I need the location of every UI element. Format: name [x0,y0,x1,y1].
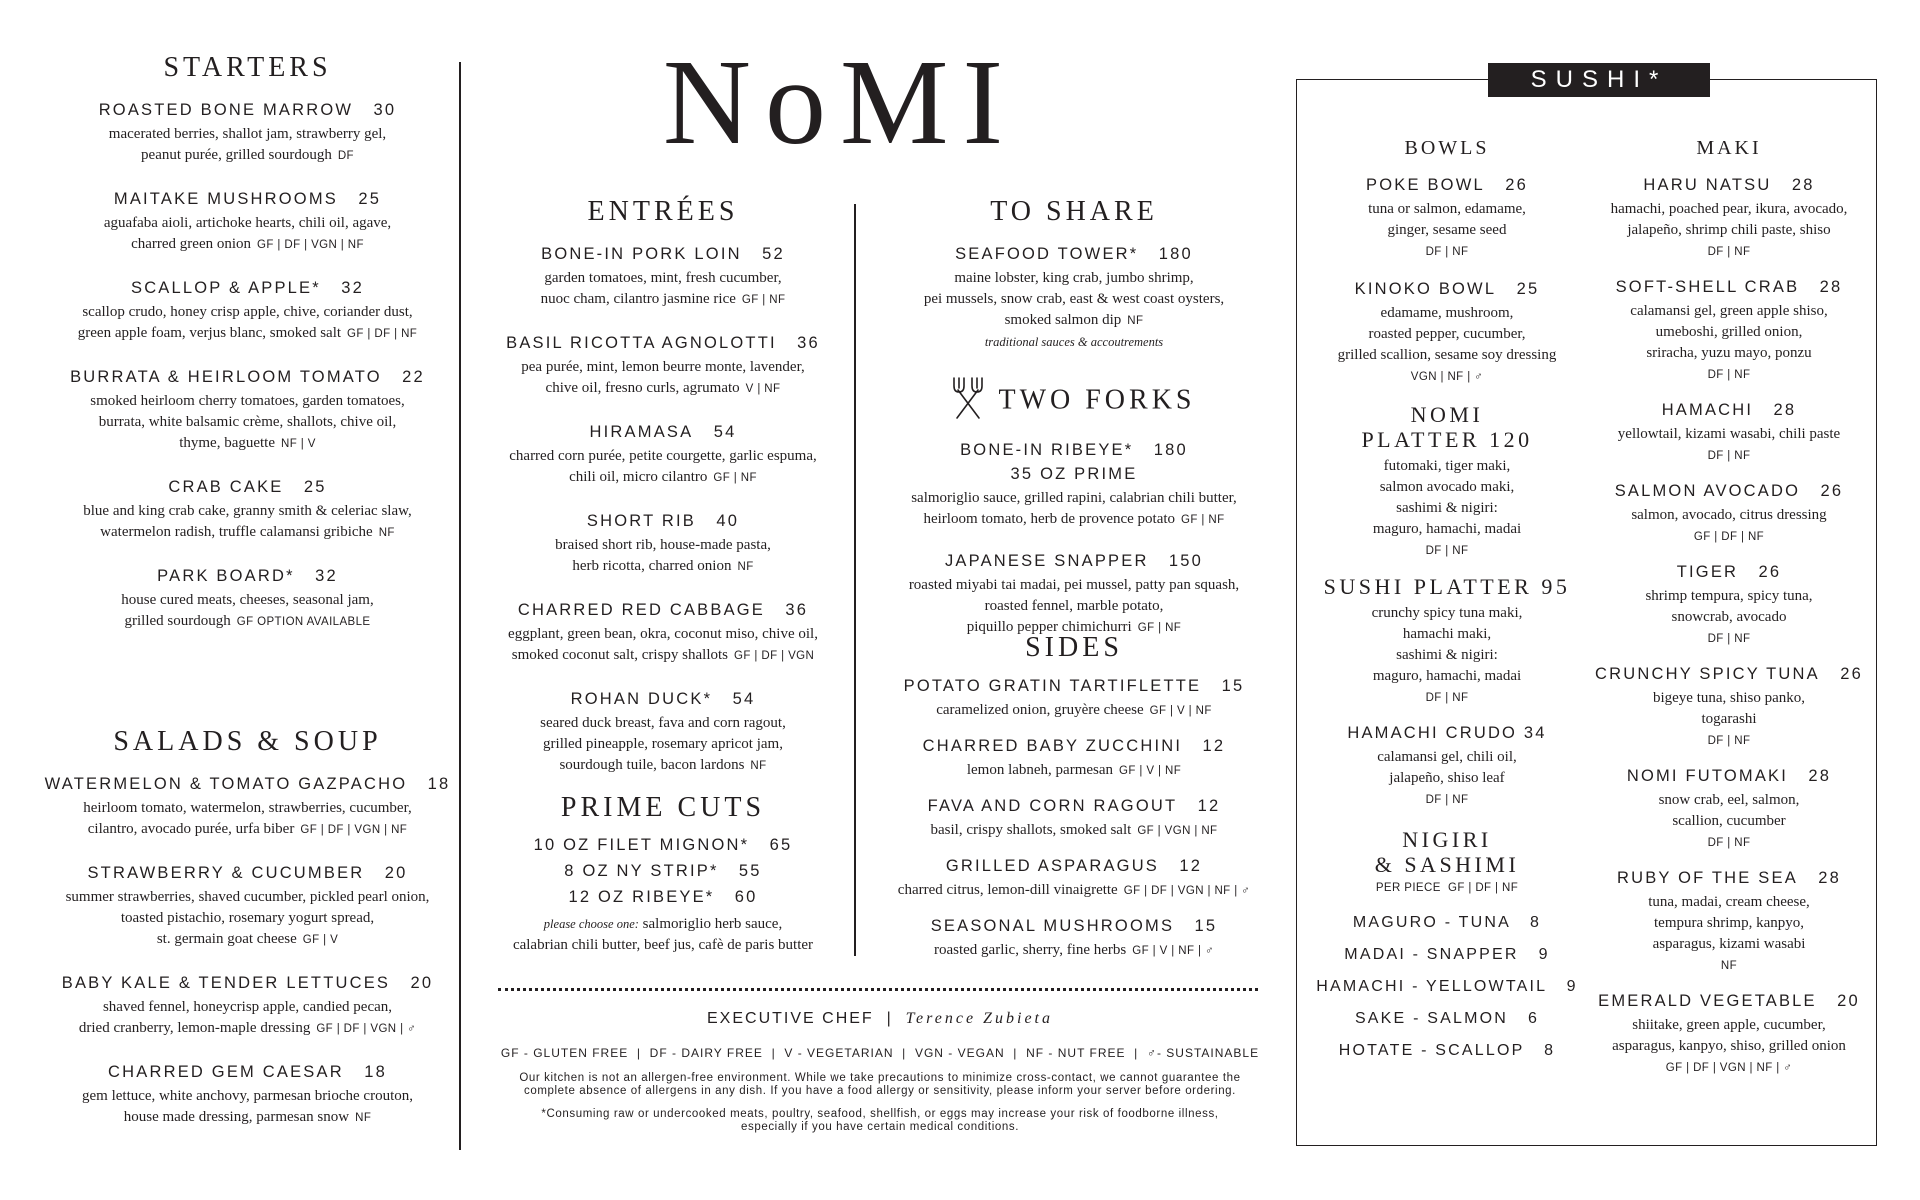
item-name: ROASTED BONE MARROW [98,101,354,119]
item-tags: GF OPTION AVAILABLE [236,616,371,628]
hamachi-crudo [1310,721,1584,809]
item-price: 18 [364,1063,387,1081]
item-tags: GF | DF | NF [347,328,418,340]
item-name: BONE-IN RIBEYE* [960,441,1134,459]
allergen-notice: Our kitchen is not an allergen-free environment. While we take precautions to minimize cross-contact, we cannot guarantee the complete absence of allergens in any dish. If you have a food allergy or sensitivity, please inform your server before ordering. [519,1072,1241,1097]
item-desc: eggplant, green bean, okra, coconut miso, chive oil, smoked coconut salt, crispy shallots GF | DF | VGN [508,626,818,663]
item-price: 28 [1808,767,1832,785]
item-desc: aguafaba aioli, artichoke hearts, chili oil, agave, charred green onion GF | DF | VGN | NF [103,215,392,252]
item-name: STRAWBERRY & CUCUMBER [87,864,365,882]
item-name: CHARRED GEM CAESAR [108,1063,344,1081]
nigiri-item: HOTATE - SCALLOP 8 [1338,1042,1556,1059]
item-name: TIGER [1676,563,1739,581]
item-tags: GF | DF | VGN [734,650,815,662]
item-price: 25 [358,190,382,208]
item-desc: tuna, madai, cream cheese, tempura shrimp, kanpyo, asparagus, kizami wasabi NF [1592,892,1866,975]
menu-item [490,420,836,489]
menu-item [1592,560,1866,648]
item-desc: basil, crispy shallots, smoked salt GF | VGN | NF [930,822,1218,838]
item-tags: GF | DF | NF [1693,531,1765,543]
item-price: 54 [732,690,756,708]
maki-title: MAKI [1696,137,1762,159]
bowls-title: BOWLS [1404,137,1490,159]
item-tags: NF [378,527,395,539]
item-name: WATERMELON & TOMATO GAZPACHO [44,775,408,793]
chef-name: Terence Zubieta [905,1010,1053,1027]
nigiri-item: HAMACHI - YELLOWTAIL 9 [1316,978,1578,995]
item-tags: GF | DF | VGN | NF [257,239,364,251]
item-desc: charred corn purée, petite courgette, garlic espuma, chili oil, micro cilantro GF | NF [509,448,817,485]
item-price: 34 [1523,724,1547,742]
item-tags: DF | NF [1707,735,1751,747]
item-desc: yellowtail, kizami wasabi, chili paste DF | NF [1592,424,1866,465]
item-desc: snow crab, eel, salmon, scallion, cucumber DF | NF [1592,790,1866,852]
item-price: 26 [1505,176,1528,194]
item-price: 20 [410,974,434,992]
item-price: 15 [1194,917,1218,935]
item-desc: roasted garlic, sherry, fine herbs GF | V | NF | ♂ [933,942,1215,958]
item-name: BASIL RICOTTA AGNOLOTTI [506,334,777,352]
item-price: 22 [402,368,425,386]
restaurant-logo: NoMI [662,35,1018,170]
item-tags: VGN | NF | ♂ [1410,371,1484,383]
sushi-platter [1310,574,1584,707]
menu-item [40,564,455,633]
executive-chef: EXECUTIVE CHEF | Terence Zubieta [707,1010,1053,1027]
item-tags: NF [1127,315,1144,327]
menu-item [1310,173,1584,261]
menu-item [40,861,455,951]
item-desc: macerated berries, shallot jam, strawberry gel, peanut purée, grilled sourdough DF [108,126,387,163]
item-price: 28 [1791,176,1815,194]
prime-cuts-section [490,792,836,956]
nigiri-sashimi [1310,827,1584,1067]
item-tags: GF | DF | VGN | ♂ [316,1023,417,1035]
item-tags: DF | NF [1425,692,1469,704]
item-price: 18 [427,775,451,793]
two-forks-section [872,376,1276,657]
item-price: 28 [1773,401,1797,419]
menu-item [872,549,1276,639]
menu-item [40,1060,455,1129]
salads-title: SALADS & SOUP [113,726,382,757]
menu-item [40,98,455,167]
item-desc: gem lettuce, white anchovy, parmesan brioche crouton, house made dressing, parmesan snow NF [82,1088,413,1125]
item-tags: GF | DF | VGN | NF | ♂ [1123,885,1251,897]
dotted-divider [498,988,1258,992]
item-price: 36 [785,601,809,619]
item-tags: DF | NF [1707,246,1751,258]
menu-item [1592,989,1866,1077]
menu-item [1592,173,1866,261]
crossed-forks-icon [952,376,984,428]
item-name: MAITAKE MUSHROOMS [113,190,338,208]
item-desc: shiitake, green apple, cucumber, asparagus, kanpyo, shiso, grilled onion GF | DF | VGN | NF | ♂ [1592,1015,1866,1077]
menu-item [1592,398,1866,465]
item-name: SCALLOP & APPLE* [130,279,321,297]
item-tags: GF | NF [713,472,757,484]
prime-cut-line: 12 OZ RIBEYE* 60 [568,888,758,906]
nigiri-title: NIGIRI [1402,827,1492,852]
prime-cut-line: 10 OZ FILET MIGNON* 65 [533,836,793,854]
nigiri-item: SAKE - SALMON 6 [1354,1010,1540,1027]
item-desc: futomaki, tiger maki, salmon avocado maki, sashimi & nigiri: maguro, hamachi, madai DF | NF [1310,456,1584,560]
item-name: BABY KALE & TENDER LETTUCES [61,974,391,992]
menu-item [40,971,455,1040]
item-desc: scallop crudo, honey crisp apple, chive, coriander dust, green apple foam, verjus blanc, smoked salt GF | DF | NF [77,304,418,341]
item-tags: GF | NF [1137,622,1182,634]
starters-section [40,52,455,653]
item-name: CHARRED RED CABBAGE [517,601,766,619]
item-name: BURRATA & HEIRLOOM TOMATO [70,368,382,386]
menu-item [872,854,1276,902]
item-desc: pea purée, mint, lemon beurre monte, lavender, chive oil, fresno curls, agrumato V | NF [521,359,805,396]
item-name: HARU NATSU [1643,176,1772,194]
item-name: EMERALD VEGETABLE [1598,992,1817,1010]
item-desc: shrimp tempura, spicy tuna, snowcrab, avocado DF | NF [1592,586,1866,648]
menu-item [490,331,836,400]
item-price: 150 [1168,552,1204,570]
two-forks-title: TWO FORKS [872,376,1276,428]
item-price: 12 [1197,797,1221,815]
item-desc: hamachi, poached pear, ikura, avocado, jalapeño, shrimp chili paste, shiso DF | NF [1592,199,1866,261]
item-name: PARK BOARD* [157,567,295,585]
item-desc: lemon labneh, parmesan GF | V | NF [966,762,1182,778]
item-tags: NF [355,1112,372,1124]
item-tags: DF | NF [1425,794,1469,806]
item-desc: smoked heirloom cherry tomatoes, garden tomatoes, burrata, white balsamic crème, shallots, chive oil, thyme, baguette NF | V [90,393,405,451]
item-tags: GF | V | NF [1149,705,1212,717]
item-name: GRILLED ASPARAGUS [945,857,1160,875]
menu-item [40,276,455,345]
menu-item [1310,277,1584,386]
sashimi-title: & SASHIMI [1374,852,1520,877]
item-tags: NF [750,760,767,772]
menu-item [40,365,455,455]
share-note: traditional sauces & accoutrements [984,335,1164,349]
prime-cut-line: 8 OZ NY STRIP* 55 [564,862,762,880]
item-desc: bigeye tuna, shiso panko, togarashi DF | NF [1592,688,1866,750]
nigiri-item: MADAI - SNAPPER 9 [1344,946,1550,963]
entrees-title: ENTRÉES [587,196,739,227]
item-price: 26 [1820,482,1844,500]
menu-item [872,674,1276,722]
entrees-section [490,196,836,797]
item-price: 52 [762,245,785,263]
item-desc: salmoriglio sauce, grilled rapini, calabrian chili butter, heirloom tomato, herb de provence potato GF | NF [911,490,1237,527]
item-price: 28 [1818,869,1842,887]
nomi-platter [1310,402,1584,560]
item-tags: GF | DF | VGN | NF [300,824,408,836]
item-tags: GF | VGN | NF [1137,825,1218,837]
item-tags: DF | NF [1707,837,1751,849]
menu-item [1592,662,1866,750]
item-price: 26 [1758,563,1782,581]
footer [490,1010,1270,1134]
item-tags: NF [1720,960,1738,972]
to-share-section [872,196,1276,353]
item-desc: charred citrus, lemon-dill vinaigrette GF | DF | VGN | NF | ♂ [897,882,1251,898]
menu-item [490,242,836,311]
nigiri-subtitle: PER PIECE GF | DF | NF [1375,882,1519,894]
item-name: HAMACHI CRUDO [1347,724,1518,742]
starters-title: STARTERS [163,52,332,83]
item-price: 30 [373,101,397,119]
item-price: 32 [315,567,338,585]
item-desc: braised short rib, house-made pasta, herb ricotta, charred onion NF [555,537,771,574]
prime-cuts-title: PRIME CUTS [560,792,766,823]
item-name: SEAFOOD TOWER* [955,245,1139,263]
sushi-right-column [1592,136,1866,1091]
item-tags: V | NF [745,383,781,395]
to-share-title: TO SHARE [990,196,1158,227]
item-name: SHORT RIB [586,512,696,530]
item-name: SUSHI PLATTER [1323,574,1533,599]
item-name: SEASONAL MUSHROOMS [930,917,1175,935]
item-tags: GF | NF [741,294,786,306]
item-tags: DF | NF [1707,369,1751,381]
item-price: 180 [1158,245,1193,263]
item-price: 28 [1819,278,1843,296]
item-tags: NF [737,561,754,573]
item-name: CRAB CAKE [168,478,284,496]
item-desc: summer strawberries, shaved cucumber, pickled pearl onion, toasted pistachio, rosemary yogurt spread, st. germain goat cheese GF | V [65,889,430,947]
item-desc: maine lobster, king crab, jumbo shrimp, pei mussels, snow crab, east & west coast oysters, smoked salmon dip NF traditional sauces & accoutrements [923,270,1225,349]
item-price: 54 [713,423,737,441]
item-price: 20 [1837,992,1860,1010]
menu-item [1592,764,1866,852]
menu-item [40,187,455,256]
item-desc: calamansi gel, chili oil, jalapeño, shiso leaf DF | NF [1310,747,1584,809]
item-desc: edamame, mushroom, roasted pepper, cucumber, grilled scallion, sesame soy dressing VGN | NF | ♂ [1310,303,1584,386]
item-desc: garden tomatoes, mint, fresh cucumber, nuoc cham, cilantro jasmine rice GF | NF [540,270,786,307]
item-tags: NF | V [281,438,316,450]
divider-middle [854,204,856,956]
item-tags: DF | NF [1425,246,1469,258]
item-desc: calamansi gel, green apple shiso, umeboshi, grilled onion, sriracha, yuzu mayo, ponzu DF | NF [1592,301,1866,384]
nigiri-item: MAGURO - TUNA 8 [1352,914,1542,931]
item-name: NOMI [1410,402,1484,427]
item-name: RUBY OF THE SEA [1616,869,1798,887]
item-name: POTATO GRATIN TARTIFLETTE [903,677,1202,695]
menu-item [1592,866,1866,975]
item-price: 40 [716,512,740,530]
item-tags: GF | V | NF | ♂ [1132,945,1215,957]
item-desc: tuna or salmon, edamame, ginger, sesame seed DF | NF [1310,199,1584,261]
item-desc: heirloom tomato, watermelon, strawberries, cucumber, cilantro, avocado purée, urfa biber GF | DF | VGN | NF [83,800,412,837]
item-name: HAMACHI [1661,401,1754,419]
divider-left [459,62,461,1150]
item-price: 180 [1153,441,1188,459]
item-tags: GF | V | NF [1119,765,1182,777]
menu-item [490,598,836,667]
sides-title: SIDES [1025,632,1123,663]
diet-legend: GF - GLUTEN FREE | DF - DAIRY FREE | V - VEGETARIAN | VGN - VEGAN | NF - NUT FREE | ♂- SUSTAINABLE [500,1046,1260,1060]
menu-item [490,509,836,578]
menu-item [872,734,1276,782]
item-price: 25 [1516,280,1540,298]
item-name: POKE BOWL [1366,176,1485,194]
item-price: 25 [303,478,327,496]
item-tags: DF [337,150,354,162]
menu-item [872,242,1276,353]
item-name: NOMI FUTOMAKI [1626,767,1789,785]
item-tags: DF | NF [1707,450,1751,462]
item-price: 32 [341,279,365,297]
item-price: 95 [1541,574,1571,599]
item-desc: seared duck breast, fava and corn ragout, grilled pineapple, rosemary apricot jam, sourdough tuile, bacon lardons NF [540,715,786,773]
item-name: CHARRED BABY ZUCCHINI [922,737,1183,755]
item-name: FAVA AND CORN RAGOUT [927,797,1178,815]
menu-item [490,687,836,777]
item-desc: salmon, avocado, citrus dressing GF | DF | NF [1592,505,1866,546]
item-price: 26 [1840,665,1863,683]
menu-item [40,772,455,841]
sushi-title: SUSHI* [1488,63,1710,97]
salads-section [40,726,455,1149]
item-name: HIRAMASA [589,423,694,441]
item-name: CRUNCHY SPICY TUNA [1595,665,1820,683]
menu-item [1592,479,1866,546]
item-price: 12 [1202,737,1226,755]
item-name: JAPANESE SNAPPER [944,552,1149,570]
menu-item [1592,275,1866,384]
item-name: PLATTER [1361,427,1481,452]
item-desc: crunchy spicy tuna maki, hamachi maki, sashimi & nigiri: maguro, hamachi, madai DF | NF [1310,603,1584,707]
item-price: 20 [384,864,408,882]
item-desc: roasted miyabi tai madai, pei mussel, patty pan squash, roasted fennel, marble potato, piquillo pepper chimichurri GF | NF [908,577,1240,635]
item-desc: shaved fennel, honeycrisp apple, candied pecan, dried cranberry, lemon-maple dressing GF | DF | VGN | ♂ [78,999,417,1036]
item-desc: house cured meats, cheeses, seasonal jam, grilled sourdough GF OPTION AVAILABLE [121,592,374,629]
sushi-left-column [1310,136,1584,1067]
menu-item [40,475,455,544]
item-desc: blue and king crab cake, granny smith & celeriac slaw, watermelon radish, truffle calamansi gribiche NF [83,503,412,540]
item-name: SALMON AVOCADO [1614,482,1801,500]
item-name: KINOKO BOWL [1354,280,1497,298]
item-desc: caramelized onion, gruyère cheese GF | V | NF [936,702,1212,718]
menu-item [872,794,1276,842]
item-price: 15 [1221,677,1245,695]
menu-item [872,438,1276,531]
item-tags: GF | DF | VGN | NF | ♂ [1665,1062,1793,1074]
menu-item [872,914,1276,962]
item-tags: DF | NF [1707,633,1751,645]
sides-section [872,632,1276,974]
item-price: 120 [1489,427,1533,452]
item-name: ROHAN DUCK* [570,690,713,708]
item-name: BONE-IN PORK LOIN [541,245,742,263]
item-tags: GF | V [302,934,339,946]
item-price: 12 [1179,857,1203,875]
consumption-notice: *Consuming raw or undercooked meats, poultry, seafood, shellfish, or eggs may increase your risk of foodborne illness, especially if you have certain medical conditions. [541,1108,1219,1133]
item-name: SOFT-SHELL CRAB [1615,278,1800,296]
item-name-line2: 35 OZ PRIME [1010,465,1138,483]
item-tags: DF | NF [1425,545,1469,557]
prime-cuts-note: please choose one: salmoriglio herb sauce, calabrian chili butter, beef jus, cafè de paris butter [512,916,814,953]
item-tags: GF | NF [1181,514,1225,526]
item-price: 36 [797,334,820,352]
